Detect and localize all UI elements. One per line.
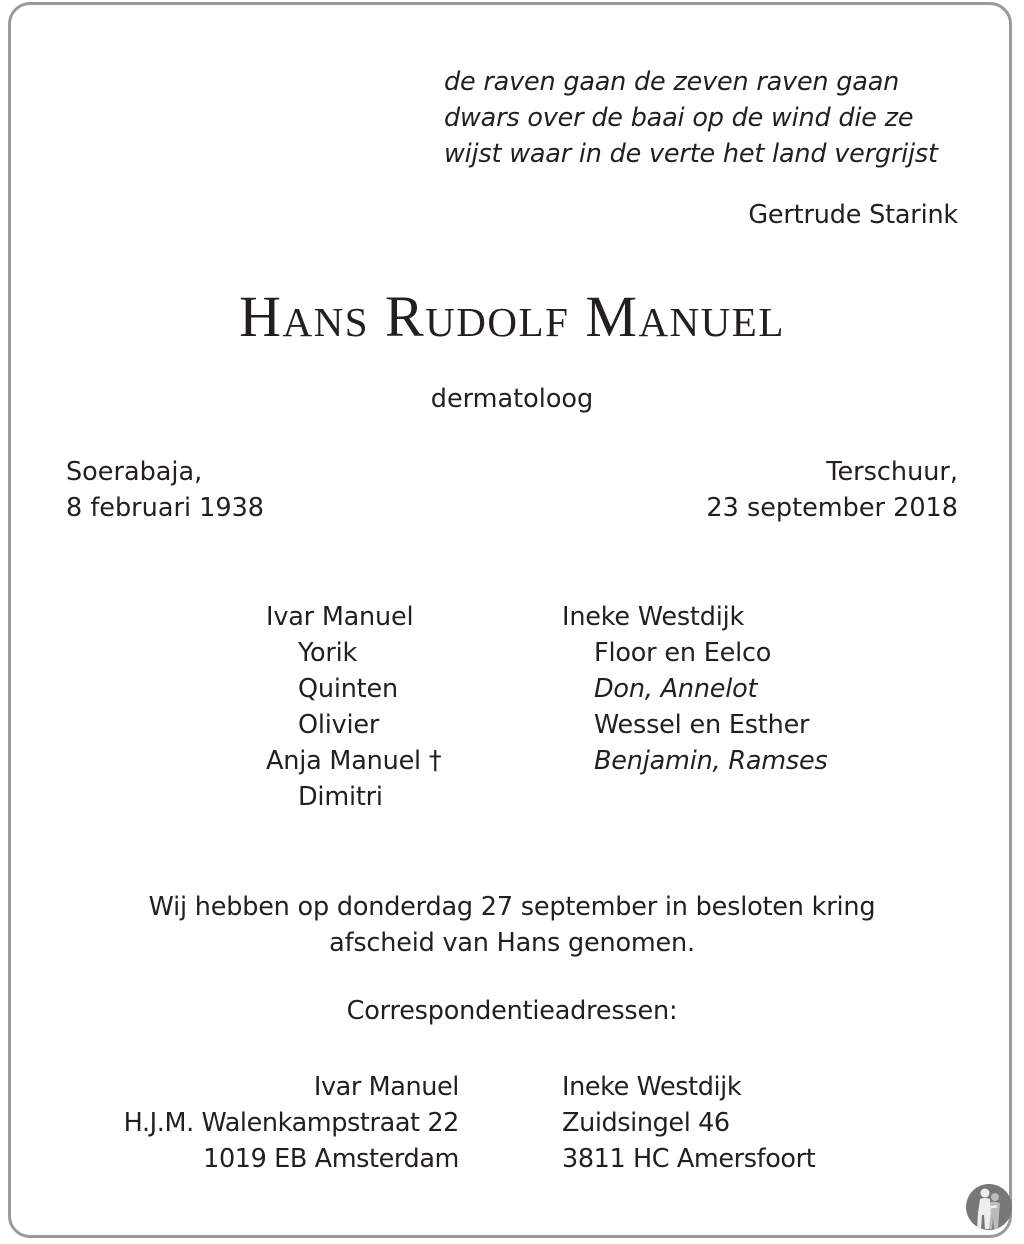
memorial-figures-logo-icon [965, 1183, 1013, 1231]
correspondence-label: Correspondentieadressen: [346, 996, 678, 1026]
family-member: Ivar Manuel [266, 602, 414, 632]
family-list-left [266, 599, 441, 815]
poem-author: Gertrude Starink [748, 200, 958, 230]
family-member: Wessel en Esther [594, 710, 810, 740]
closing-text [0, 889, 1024, 961]
closing-line: afscheid van Hans genomen. [329, 928, 695, 958]
address-line: H.J.M. Walenkampstraat 22 [123, 1108, 459, 1138]
death-date: 23 september 2018 [706, 493, 958, 523]
death-place: Terschuur, [826, 457, 958, 487]
address-line: 1019 EB Amsterdam [203, 1144, 459, 1174]
family-member: Benjamin, Ramses [594, 746, 828, 776]
birth-date: 8 februari 1938 [66, 493, 265, 523]
family-member: Anja Manuel † [266, 746, 442, 776]
deceased-name: Hans Rudolf Manuel [239, 284, 785, 349]
address-line: Ineke Westdijk [562, 1072, 742, 1102]
death-info [706, 454, 958, 526]
birth-place: Soerabaja, [66, 457, 203, 487]
address-line: 3811 HC Amersfoort [562, 1144, 816, 1174]
address-line: Ivar Manuel [313, 1072, 459, 1102]
poem-line: wijst waar in de verte het land vergrijst [444, 139, 938, 169]
profession: dermatoloog [430, 384, 594, 414]
family-member: Yorik [298, 638, 358, 668]
poem [444, 64, 938, 172]
birth-info [66, 454, 264, 526]
closing-line: Wij hebben op donderdag 27 september in besloten kring [148, 892, 876, 922]
address-left [124, 1069, 459, 1177]
notice-frame [8, 2, 1012, 1238]
family-member: Dimitri [298, 782, 383, 812]
family-member: Olivier [298, 710, 380, 740]
family-list-right [562, 599, 828, 779]
address-right [562, 1069, 815, 1177]
poem-line: dwars over de baai op de wind die ze [444, 103, 914, 133]
poem-line: de raven gaan de zeven raven gaan [444, 67, 900, 97]
family-member: Don, Annelot [594, 674, 758, 704]
family-member: Floor en Eelco [594, 638, 772, 668]
family-member: Ineke Westdijk [562, 602, 745, 632]
family-member: Quinten [298, 674, 398, 704]
address-line: Zuidsingel 46 [562, 1108, 730, 1138]
